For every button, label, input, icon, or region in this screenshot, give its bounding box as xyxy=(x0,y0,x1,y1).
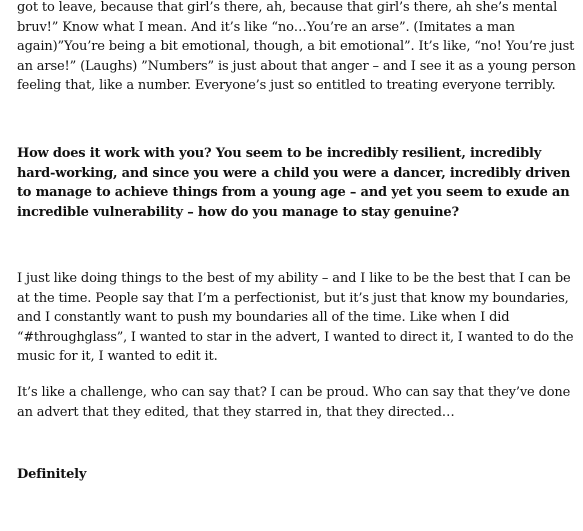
text-line: Definitely xyxy=(17,467,87,482)
text-line: an advert that they edited, that they starred in, that they directed… xyxy=(17,404,455,420)
text-line: an arse!” (Laughs) ”Numbers” is just about that anger – and I see it as a young person xyxy=(17,58,576,74)
answer-paragraph-2 xyxy=(17,269,577,367)
text-line: hard-working, and since you were a child you were a dancer, incredibly driven xyxy=(17,165,571,181)
text-line: and I constantly want to push my boundaries all of the time. Like when I did xyxy=(17,310,510,325)
text-line: to manage to achieve things from a young age – and yet you seem to exude an xyxy=(17,185,570,200)
interview-question xyxy=(17,144,577,222)
text-line: How does it work with you? You seem to be incredibly resilient, incredibly xyxy=(17,146,542,161)
text-line: “#throughglass”, I wanted to star in the advert, I wanted to direct it, I wanted to do the xyxy=(17,329,574,345)
text-line: It’s like a challenge, who can say that? I can be proud. Who can say that they’ve done xyxy=(17,385,571,400)
text-line: at the time. People say that I’m a perfectionist, but it’s just that know my boundaries, xyxy=(17,290,569,306)
text-line: feeling that, like a number. Everyone’s just so entitled to treating everyone terribly. xyxy=(17,78,556,93)
answer-paragraph-3 xyxy=(17,383,577,422)
text-line: again)”You’re being a bit emotional, though, a bit emotional”. It’s like, “no! You’re just xyxy=(17,39,575,54)
answer-paragraph-1 xyxy=(17,0,577,96)
text-line: music for it, I wanted to edit it. xyxy=(17,349,218,364)
interview-remark xyxy=(17,465,577,485)
text-line: I just like doing things to the best of my ability – and I like to be the best that I can be xyxy=(17,271,571,286)
text-line: incredible vulnerability – how do you manage to stay genuine? xyxy=(17,204,459,220)
text-line: bruv!” Know what I mean. And it’s like “no…You’re an arse”. (Imitates a man xyxy=(17,19,515,35)
text-line: got to leave, because that girl’s there, ah, because that girl’s there, ah she’s mental xyxy=(17,0,558,15)
